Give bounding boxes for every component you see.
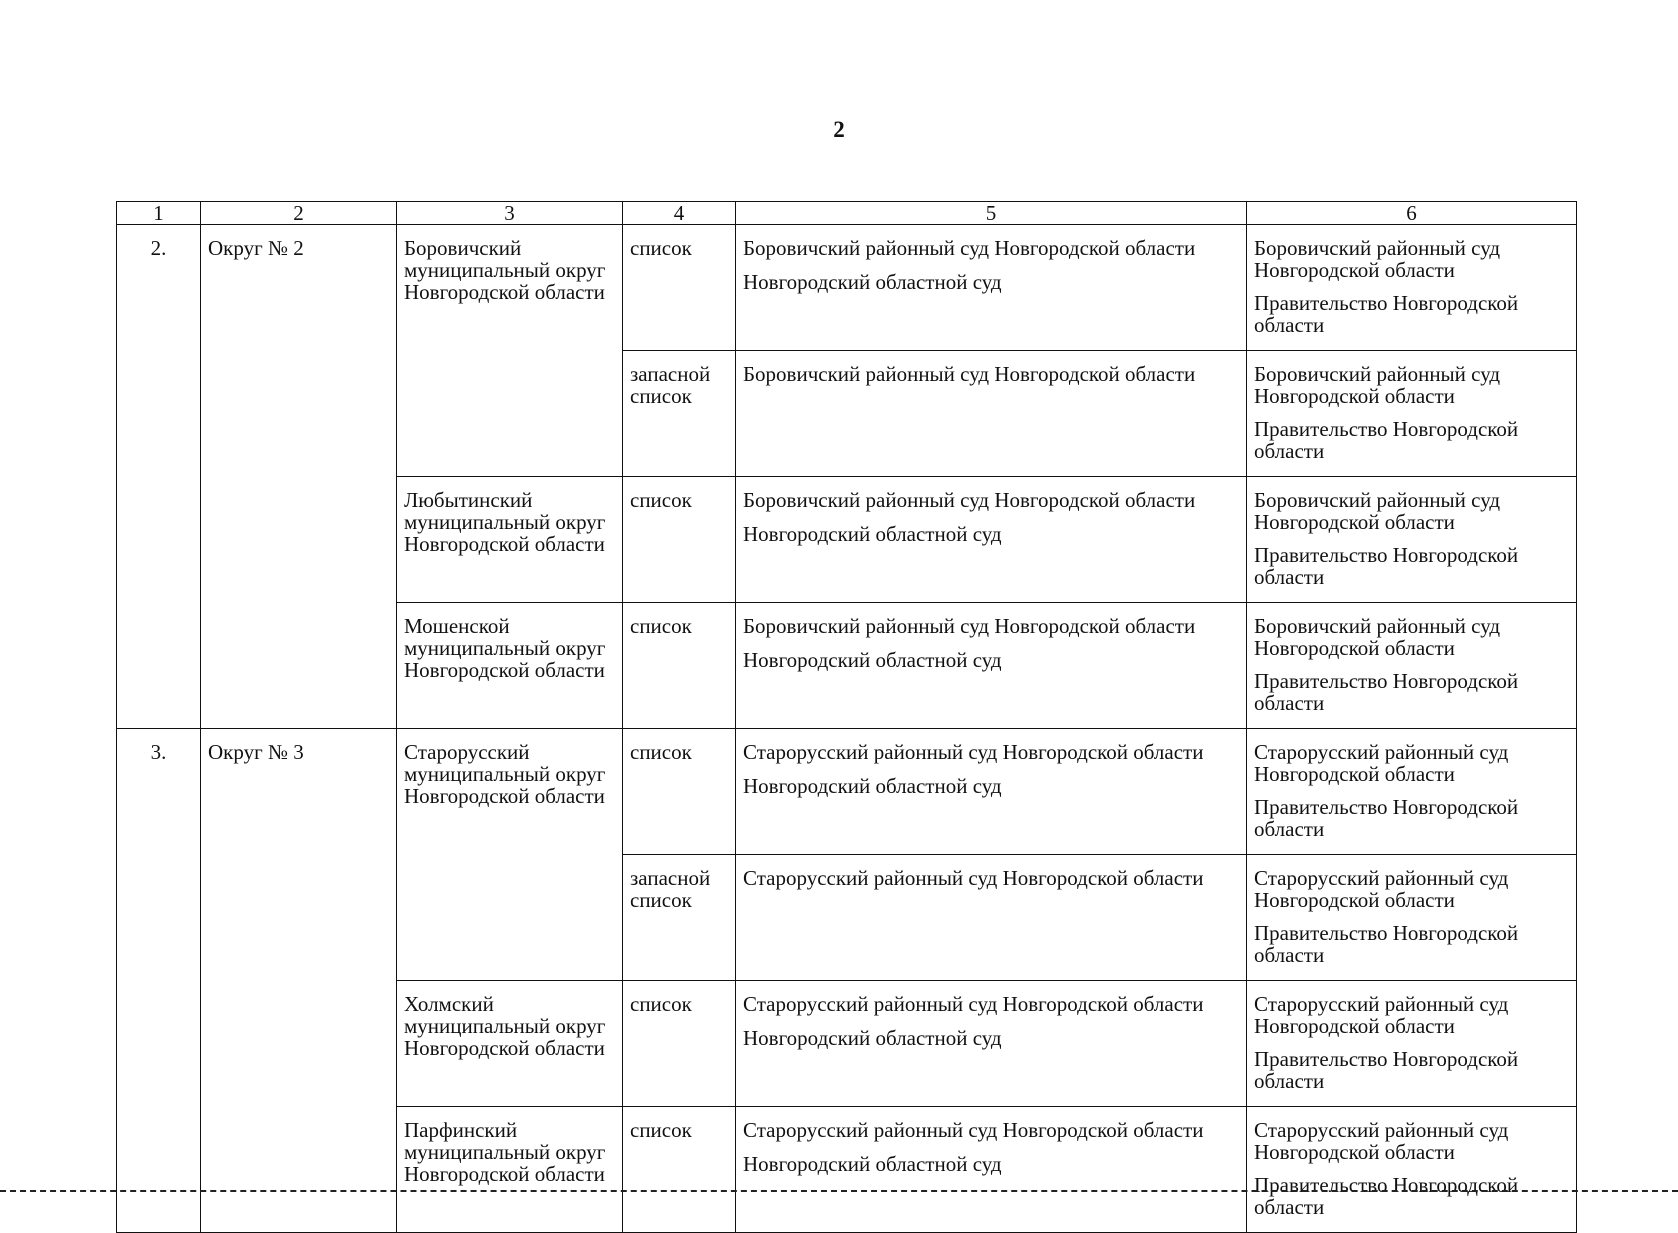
organization-name: Старорусский районный суд Новгородской области [1254, 1118, 1509, 1164]
court-name: Новгородский областной суд [743, 774, 1002, 798]
court-name: Новгородский областной суд [743, 522, 1002, 546]
municipality-cell: Боровичский муниципальный округ Новгородской области [397, 225, 623, 477]
submitting-authority-cell [736, 603, 1247, 729]
column-number: 5 [736, 202, 1247, 225]
row-number-cell: 3. [117, 729, 201, 1233]
court-name: Новгородский областной суд [743, 270, 1002, 294]
approving-authority-cell [1247, 351, 1577, 477]
submitting-authority-cell [736, 981, 1247, 1107]
list-type-cell: список [623, 981, 736, 1107]
court-name: Новгородский областной суд [743, 648, 1002, 672]
submitting-authority-cell [736, 1107, 1247, 1233]
organization-name: Правительство Новгородской области [1254, 1173, 1519, 1219]
municipality-cell: Старорусский муниципальный округ Новгородской области [397, 729, 623, 981]
row-number-cell: 2. [117, 225, 201, 729]
list-type-cell: список [623, 603, 736, 729]
submitting-authority-cell [736, 729, 1247, 855]
table-row [117, 225, 1577, 351]
approving-authority-cell [1247, 855, 1577, 981]
court-name: Боровичский районный суд Новгородской области [743, 614, 1196, 638]
court-name: Старорусский районный суд Новгородской области [743, 866, 1204, 890]
approving-authority-cell [1247, 981, 1577, 1107]
organization-name: Старорусский районный суд Новгородской области [1254, 866, 1509, 912]
municipality-cell: Мошенской муниципальный округ Новгородской области [397, 603, 623, 729]
organization-name: Боровичский районный суд Новгородской области [1254, 488, 1501, 534]
court-name: Старорусский районный суд Новгородской области [743, 740, 1204, 764]
column-number: 3 [397, 202, 623, 225]
organization-name: Правительство Новгородской области [1254, 1047, 1519, 1093]
page-number: 2 [833, 117, 845, 142]
approving-authority-cell [1247, 477, 1577, 603]
list-type-cell: список [623, 729, 736, 855]
district-cell: Округ № 3 [201, 729, 397, 1233]
column-number: 4 [623, 202, 736, 225]
organization-name: Правительство Новгородской области [1254, 543, 1519, 589]
column-number: 2 [201, 202, 397, 225]
organization-name: Правительство Новгородской области [1254, 291, 1519, 337]
organization-name: Правительство Новгородской области [1254, 669, 1519, 715]
court-name: Старорусский районный суд Новгородской области [743, 992, 1204, 1016]
column-number: 6 [1247, 202, 1577, 225]
municipality-cell: Холмский муниципальный округ Новгородской области [397, 981, 623, 1107]
data-table [116, 201, 1577, 1233]
table-row [117, 729, 1577, 855]
court-name: Боровичский районный суд Новгородской области [743, 362, 1196, 386]
organization-name: Боровичский районный суд Новгородской области [1254, 362, 1501, 408]
organization-name: Боровичский районный суд Новгородской области [1254, 614, 1501, 660]
submitting-authority-cell [736, 477, 1247, 603]
organization-name: Правительство Новгородской области [1254, 921, 1519, 967]
organization-name: Правительство Новгородской области [1254, 417, 1519, 463]
column-number: 1 [117, 202, 201, 225]
district-cell: Округ № 2 [201, 225, 397, 729]
approving-authority-cell [1247, 225, 1577, 351]
submitting-authority-cell [736, 351, 1247, 477]
court-name: Боровичский районный суд Новгородской области [743, 236, 1196, 260]
scan-edge-line [0, 1190, 1678, 1192]
submitting-authority-cell [736, 225, 1247, 351]
column-number-row [117, 202, 1577, 225]
submitting-authority-cell [736, 855, 1247, 981]
court-name: Боровичский районный суд Новгородской области [743, 488, 1196, 512]
court-name: Старорусский районный суд Новгородской области [743, 1118, 1204, 1142]
list-type-cell: запасной список [623, 351, 736, 477]
list-type-cell: список [623, 1107, 736, 1233]
approving-authority-cell [1247, 729, 1577, 855]
list-type-cell: запасной список [623, 855, 736, 981]
list-type-cell: список [623, 477, 736, 603]
list-type-cell: список [623, 225, 736, 351]
organization-name: Старорусский районный суд Новгородской области [1254, 992, 1509, 1038]
approving-authority-cell [1247, 1107, 1577, 1233]
court-name: Новгородский областной суд [743, 1026, 1002, 1050]
organization-name: Старорусский районный суд Новгородской области [1254, 740, 1509, 786]
approving-authority-cell [1247, 603, 1577, 729]
municipality-cell: Любытинский муниципальный округ Новгородской области [397, 477, 623, 603]
organization-name: Боровичский районный суд Новгородской области [1254, 236, 1501, 282]
court-name: Новгородский областной суд [743, 1152, 1002, 1176]
organization-name: Правительство Новгородской области [1254, 795, 1519, 841]
municipality-cell: Парфинский муниципальный округ Новгородской области [397, 1107, 623, 1233]
